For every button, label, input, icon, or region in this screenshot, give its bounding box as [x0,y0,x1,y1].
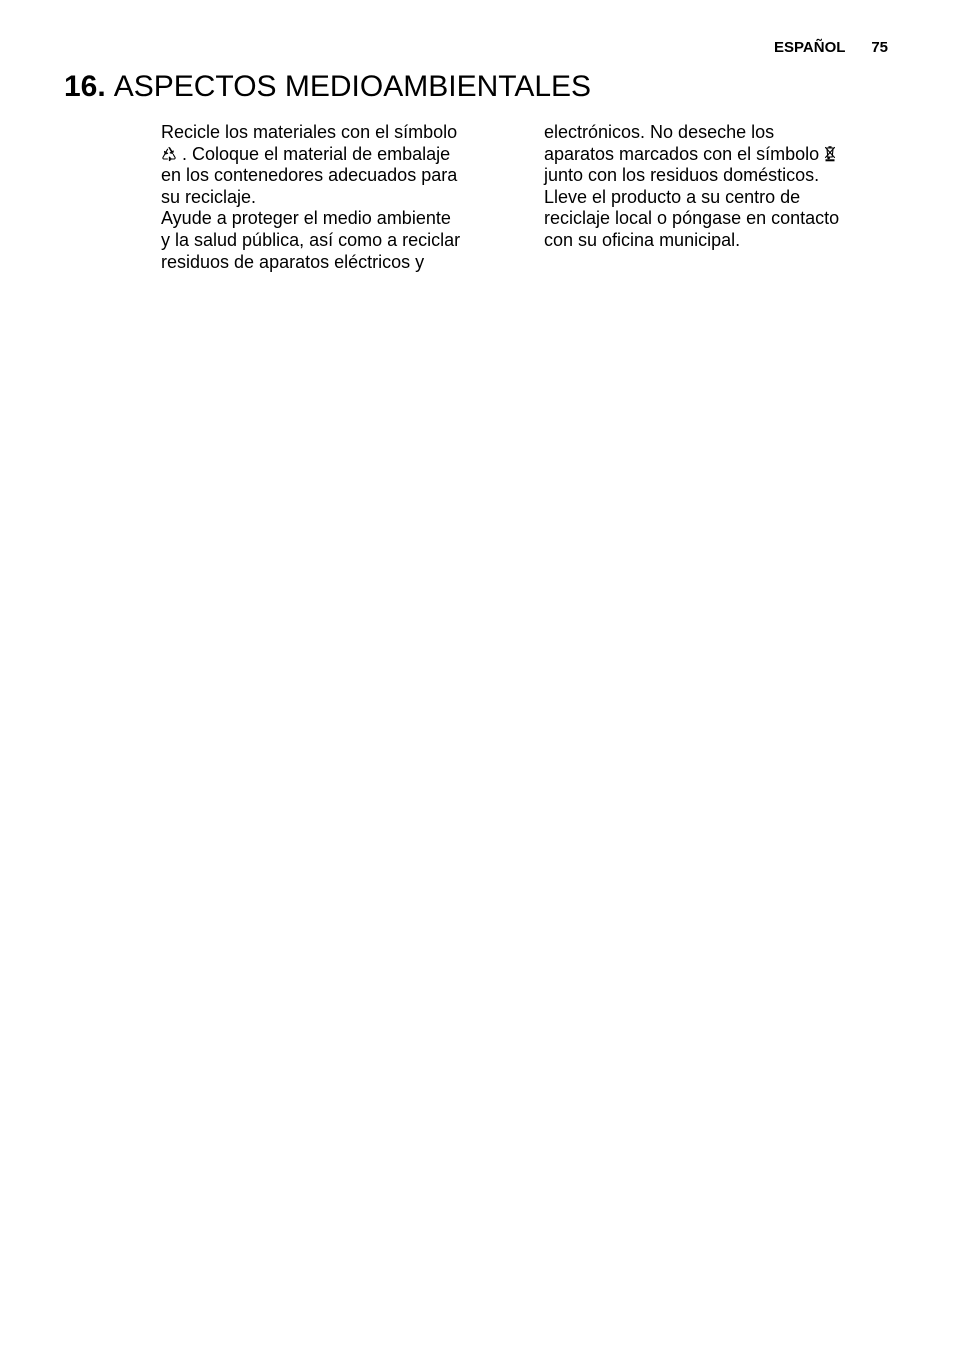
header-language: ESPAÑOL [774,39,846,56]
text-line: en los contenedores adecuados para [161,165,458,186]
text-line: electrónicos. No deseche los [544,122,775,142]
text-line: su reciclaje. [161,186,257,207]
text-line: reciclaje local o póngase en contacto [544,208,840,229]
text-column-left [161,122,491,273]
section-title: ASPECTOS MEDIOAMBIENTALES [113,70,592,103]
section-heading [64,68,591,106]
text-line: Ayude a proteger el medio ambiente [161,208,451,229]
text-line: junto con los residuos domésticos. [544,165,820,186]
crossed-out-wheelie-bin-icon [824,145,836,162]
section-number: 16. [64,70,106,103]
text-line: Lleve el producto a su centro de [544,186,801,207]
text-line-with-icon: aparatos marcados con el símbolo [544,144,874,166]
recycling-paragraph [161,122,491,208]
running-header [774,39,888,57]
text-column-right [544,122,874,252]
recycle-icon [161,146,177,162]
weee-paragraph [161,208,491,273]
text-line: y la salud pública, así como a reciclar [161,229,461,250]
text-line: con su oficina municipal. [544,229,741,250]
weee-paragraph-continued [544,122,874,252]
text-line: residuos de aparatos eléctricos y [161,251,425,272]
text-line: Recicle los materiales con el símbolo [161,122,458,142]
page-number: 75 [871,39,888,56]
text-line-with-icon: . Coloque el material de embalaje [161,144,491,166]
